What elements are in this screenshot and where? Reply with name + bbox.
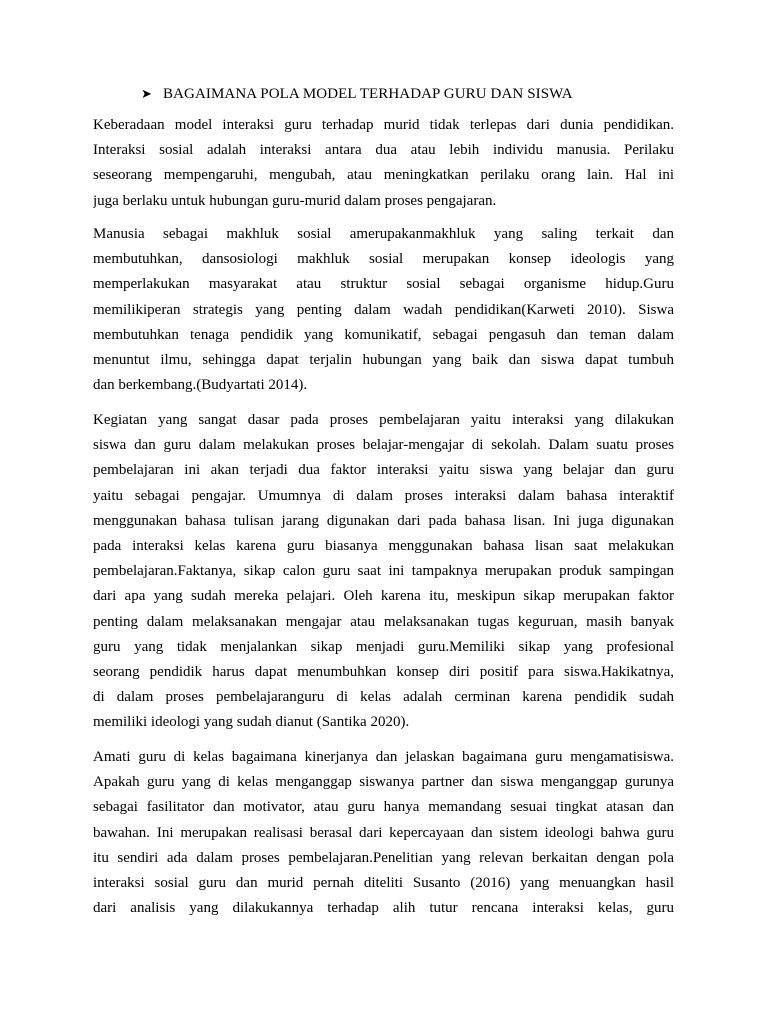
text-line: penting dalam melaksanakan mengajar atau melaksanakan tugas keguruan, masih banyak [93,613,674,630]
text-line: seseorang mempengaruhi, mengubah, atau meningkatkan perilaku orang lain. Hal ini [93,167,674,184]
text-line: Interaksi sosial adalah interaksi antara dua atau lebih individu manusia. Perilaku [93,142,674,159]
text-line: Apakah guru yang di kelas menganggap siswanya partner dan siswa menganggap gurunya [93,774,674,791]
text-line: itu sendiri ada dalam proses pembelajaran.Penelitian yang relevan berkaitan dengan pola [93,849,674,866]
text-line: interaksi sosial guru dan murid pernah diteliti Susanto (2016) yang menuangkan hasil [93,874,674,891]
text-line: Manusia sebagai makhluk sosial amerupakanmakhluk yang saling terkait dan [93,226,674,242]
section-heading-text: BAGAIMANA POLA MODEL TERHADAP GURU DAN SISWA [163,86,573,102]
text-line: menuntut ilmu, sehingga dapat terjalin hubungan yang baik dan siswa dapat tumbuh [93,351,674,368]
text-line: siswa dan guru dalam melakukan proses belajar-mengajar di sekolah. Dalam suatu proses [93,437,674,454]
section-heading [141,86,573,103]
text-line: membutuhkan, dansosiologi makhluk sosial merupakan konsep ideologis yang [93,251,674,268]
text-line: seorang pendidik harus dapat menumbuhkan konsep diri positif para siswa.Hakikatnya, [93,663,674,680]
text-line: menggunakan bahasa tulisan jarang digunakan dari pada bahasa lisan. Ini juga digunakan [93,512,674,529]
paragraph-3 [93,408,674,735]
arrow-bullet-icon: ➤ [141,86,152,101]
text-line: memperlakukan masyarakat atau struktur sosial sebagai organisme hidup.Guru [93,276,674,293]
text-line: pembelajaran ini akan terjadi dua faktor interaksi yaitu siswa yang belajar dan guru [93,462,674,479]
text-line: juga berlaku untuk hubungan guru-murid dalam proses pengajaran. [93,192,497,209]
text-line: sebagai fasilitator dan motivator, atau guru hanya memandang sesuai tingkat atasan dan [93,799,674,816]
text-line: dari apa yang sudah mereka pelajari. Oleh karena itu, meskipun sikap merupakan faktor [93,588,674,605]
text-line: dari analisis yang dilakukannya terhadap alih tutur rencana interaksi kelas, guru [93,900,674,917]
paragraph-4 [93,745,674,921]
text-line: bawahan. Ini merupakan realisasi berasal dari kepercayaan dan sistem ideologi bahwa guru [93,824,674,841]
paragraph-1 [93,113,674,214]
text-line: dan berkembang.(Budyartati 2014). [93,377,308,394]
text-line: Keberadaan model interaksi guru terhadap murid tidak terlepas dari dunia pendidikan. [93,117,674,133]
paragraph-2 [93,222,674,398]
text-line: Kegiatan yang sangat dasar pada proses pembelajaran yaitu interaksi yang dilakukan [93,412,674,428]
text-line: Amati guru di kelas bagaimana kinerjanya dan jelaskan bagaimana guru mengamatisiswa. [93,749,674,765]
text-line: pembelajaran.Faktanya, sikap calon guru saat ini tampaknya merupakan produk sampingan [93,563,674,580]
text-line: yaitu sebagai pengajar. Umumnya di dalam proses interaksi dalam bahasa interaktif [93,487,674,504]
text-line: memiliki ideologi yang sudah dianut (Santika 2020). [93,714,410,731]
text-line: membutuhkan tenaga pendidik yang komunikatif, sebagai pengasuh dan teman dalam [93,326,674,343]
text-line: pada interaksi kelas karena guru biasanya menggunakan bahasa lisan saat melakukan [93,537,674,554]
text-line: memilikiperan strategis yang penting dalam wadah pendidikan(Karweti 2010). Siswa [93,301,674,318]
text-line: di dalam proses pembelajaranguru di kelas adalah cerminan karena pendidik sudah [93,689,674,706]
text-line: guru yang tidak menjalankan sikap menjadi guru.Memiliki sikap yang profesional [93,638,674,655]
